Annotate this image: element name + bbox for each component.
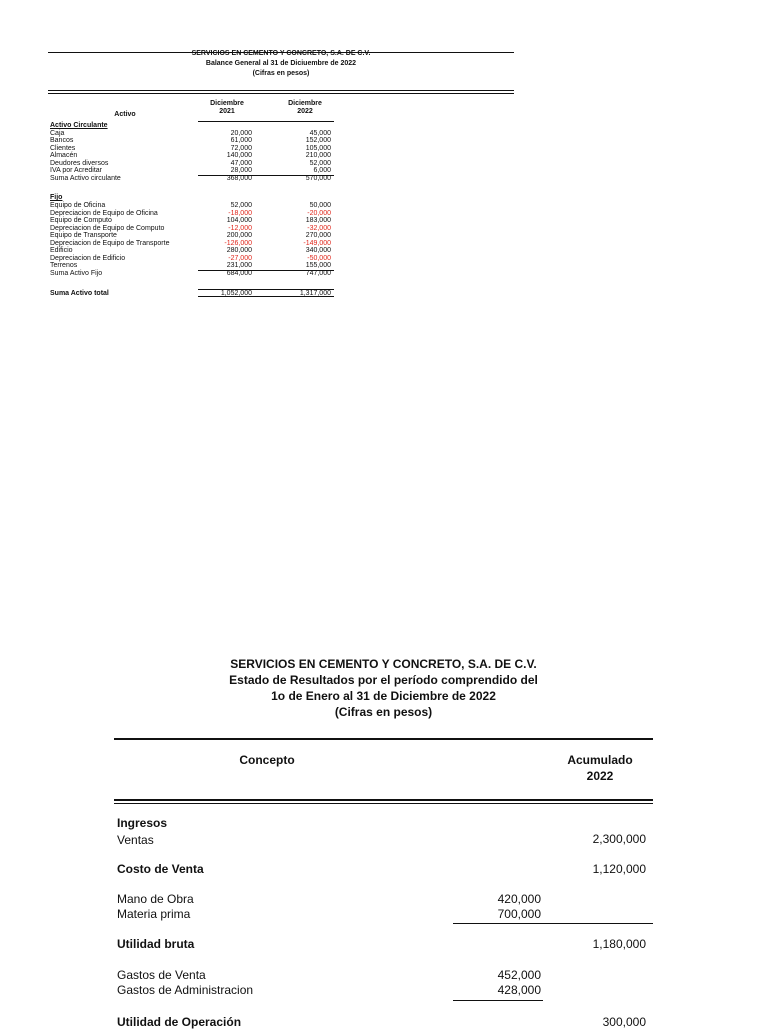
value-2022: -149,000 — [303, 239, 331, 247]
gastos-admin-value: 428,000 — [497, 983, 541, 997]
row-label: Equipo de Computo — [50, 217, 112, 225]
column-2021-month: Diciembre — [210, 100, 244, 107]
row-label: Deudores diversos — [50, 159, 109, 167]
value-2022: 155,000 — [305, 262, 331, 270]
materia-prima-value: 700,000 — [497, 907, 541, 921]
balance-row — [50, 240, 334, 248]
ingresos-label: Ingresos — [117, 816, 168, 830]
grand-total-rule-bottom — [198, 296, 334, 297]
value-2021: 20,000 — [230, 129, 252, 137]
acumulado-year: 2022 — [586, 769, 614, 783]
value-2022: 183,000 — [305, 217, 331, 225]
utilidad-bruta-label: Utilidad bruta — [117, 937, 195, 951]
balance-row — [50, 225, 334, 233]
subtotal-rule-costo — [453, 923, 653, 924]
balance-company-name: SERVICIOS EN CEMENTO Y CONCRETO, S.A. DE C.V. — [191, 50, 371, 57]
balance-row — [50, 210, 334, 218]
value-2022: 50,000 — [309, 202, 331, 210]
balance-row — [50, 255, 334, 263]
value-2022: 45,000 — [309, 129, 331, 137]
section-total-row — [50, 270, 334, 278]
row-label: Depreciacion de Equipo de Oficina — [50, 209, 158, 217]
resultados-top-rule — [114, 738, 653, 740]
sum-rule — [198, 175, 334, 176]
section-total-row — [50, 175, 334, 183]
row-label: Bancos — [50, 137, 74, 145]
value-2021: 52,000 — [230, 202, 252, 210]
header-rule — [48, 90, 514, 91]
mano-obra-value: 420,000 — [497, 892, 541, 906]
sum-rule — [198, 270, 334, 271]
subtotal-rule-gastos — [453, 1000, 543, 1001]
row-label: Suma Activo Fijo — [50, 269, 103, 277]
value-2022: -32,000 — [307, 224, 331, 232]
value-2022: -50,000 — [307, 254, 331, 262]
section-heading — [50, 194, 334, 202]
balance-row — [50, 262, 334, 270]
balance-row — [50, 152, 334, 160]
value-2021: 28,000 — [230, 167, 252, 175]
value-2021: 72,000 — [230, 144, 252, 152]
row-label: Fijo — [50, 194, 63, 202]
costo-venta-label: Costo de Venta — [117, 862, 204, 876]
balance-general — [0, 0, 768, 360]
gastos-admin-label: Gastos de Administracion — [117, 983, 254, 997]
balance-row — [50, 160, 334, 168]
row-label: Terrenos — [50, 262, 78, 270]
value-2022: 747,000 — [305, 269, 331, 277]
balance-row — [50, 130, 334, 138]
value-2022: 1,317,000 — [299, 289, 331, 297]
value-2021: 47,000 — [230, 159, 252, 167]
row-label: Activo Circulante — [50, 122, 108, 129]
balance-row — [50, 167, 334, 175]
balance-subtitle: Balance General al 31 de Diciuembre de 2022 — [205, 60, 357, 67]
ventas-label: Ventas — [117, 833, 154, 847]
column-2021-year: 2021 — [219, 108, 235, 115]
value-2021: -12,000 — [228, 224, 252, 232]
header-rule-double — [48, 93, 514, 94]
balance-row — [50, 137, 334, 145]
value-2022: -20,000 — [307, 209, 331, 217]
value-2021: 1,052,000 — [220, 289, 252, 297]
concepto-header: Concepto — [239, 753, 295, 767]
value-2021: 140,000 — [226, 152, 252, 160]
resultados-header-rule-double — [114, 803, 653, 804]
balance-row — [50, 202, 334, 210]
row-label: Depreciacion de Edificio — [50, 254, 126, 262]
column-header-2022 — [275, 100, 335, 116]
value-2021: 104,000 — [226, 217, 252, 225]
row-label: Almacén — [50, 152, 78, 160]
value-2022: 340,000 — [305, 247, 331, 255]
resultados-subtitle: Estado de Resultados por el período comprendido del — [229, 673, 538, 687]
row-label: Depreciacion de Equipo de Transporte — [50, 239, 170, 247]
value-2021: -27,000 — [228, 254, 252, 262]
activo-heading: Activo — [114, 111, 136, 118]
gastos-venta-value: 452,000 — [497, 968, 541, 982]
utilidad-operacion-value: 300,000 — [602, 1015, 646, 1029]
row-label: Suma Activo circulante — [50, 174, 121, 182]
row-label: Equipo de Transporte — [50, 232, 117, 240]
balance-units: (Cifras en pesos) — [252, 70, 310, 77]
balance-row — [50, 232, 334, 240]
acumulado-label: Acumulado — [567, 753, 633, 767]
row-label: Suma Activo total — [50, 289, 109, 297]
value-2022: 52,000 — [309, 159, 331, 167]
row-label: Clientes — [50, 144, 76, 152]
resultados-period: 1o de Enero al 31 de Diciembre de 2022 — [271, 689, 496, 703]
value-2022: 152,000 — [305, 137, 331, 145]
row-label: Edificio — [50, 247, 73, 255]
grand-total-rule-top — [198, 289, 334, 290]
value-2021: 61,000 — [230, 137, 252, 145]
mano-obra-label: Mano de Obra — [117, 892, 194, 906]
value-2021: -126,000 — [224, 239, 252, 247]
row-label: Depreciacion de Equipo de Computo — [50, 224, 165, 232]
value-2021: 280,000 — [226, 247, 252, 255]
column-2022-month: Diciembre — [288, 100, 322, 107]
row-label: IVA por Acreditar — [50, 167, 103, 175]
value-2021: 684,000 — [226, 269, 252, 277]
utilidad-operacion-label: Utilidad de Operación — [117, 1015, 242, 1029]
value-2021: -18,000 — [228, 209, 252, 217]
costo-venta-value: 1,120,000 — [592, 862, 646, 876]
estado-resultados — [0, 650, 768, 1029]
balance-row — [50, 145, 334, 153]
value-2022: 105,000 — [305, 144, 331, 152]
column-2022-year: 2022 — [297, 108, 313, 115]
value-2021: 368,000 — [226, 174, 252, 182]
gastos-venta-label: Gastos de Venta — [117, 968, 206, 982]
acumulado-header — [555, 752, 645, 784]
row-label: Equipo de Oficina — [50, 202, 106, 210]
column-header-2021 — [197, 100, 257, 116]
resultados-units: (Cifras en pesos) — [334, 705, 433, 719]
value-2022: 6,000 — [313, 167, 331, 175]
value-2022: 270,000 — [305, 232, 331, 240]
section-heading — [50, 122, 334, 130]
resultados-company-name: SERVICIOS EN CEMENTO Y CONCRETO, S.A. DE C.V. — [230, 657, 537, 671]
value-2022: 210,000 — [305, 152, 331, 160]
utilidad-bruta-value: 1,180,000 — [592, 937, 646, 951]
value-2021: 231,000 — [226, 262, 252, 270]
ventas-value: 2,300,000 — [592, 832, 646, 846]
balance-row — [50, 247, 334, 255]
row-label: Caja — [50, 129, 65, 137]
balance-row — [50, 217, 334, 225]
value-2022: 570,000 — [305, 174, 331, 182]
resultados-header-rule — [114, 799, 653, 801]
materia-prima-label: Materia prima — [117, 907, 191, 921]
value-2021: 200,000 — [226, 232, 252, 240]
